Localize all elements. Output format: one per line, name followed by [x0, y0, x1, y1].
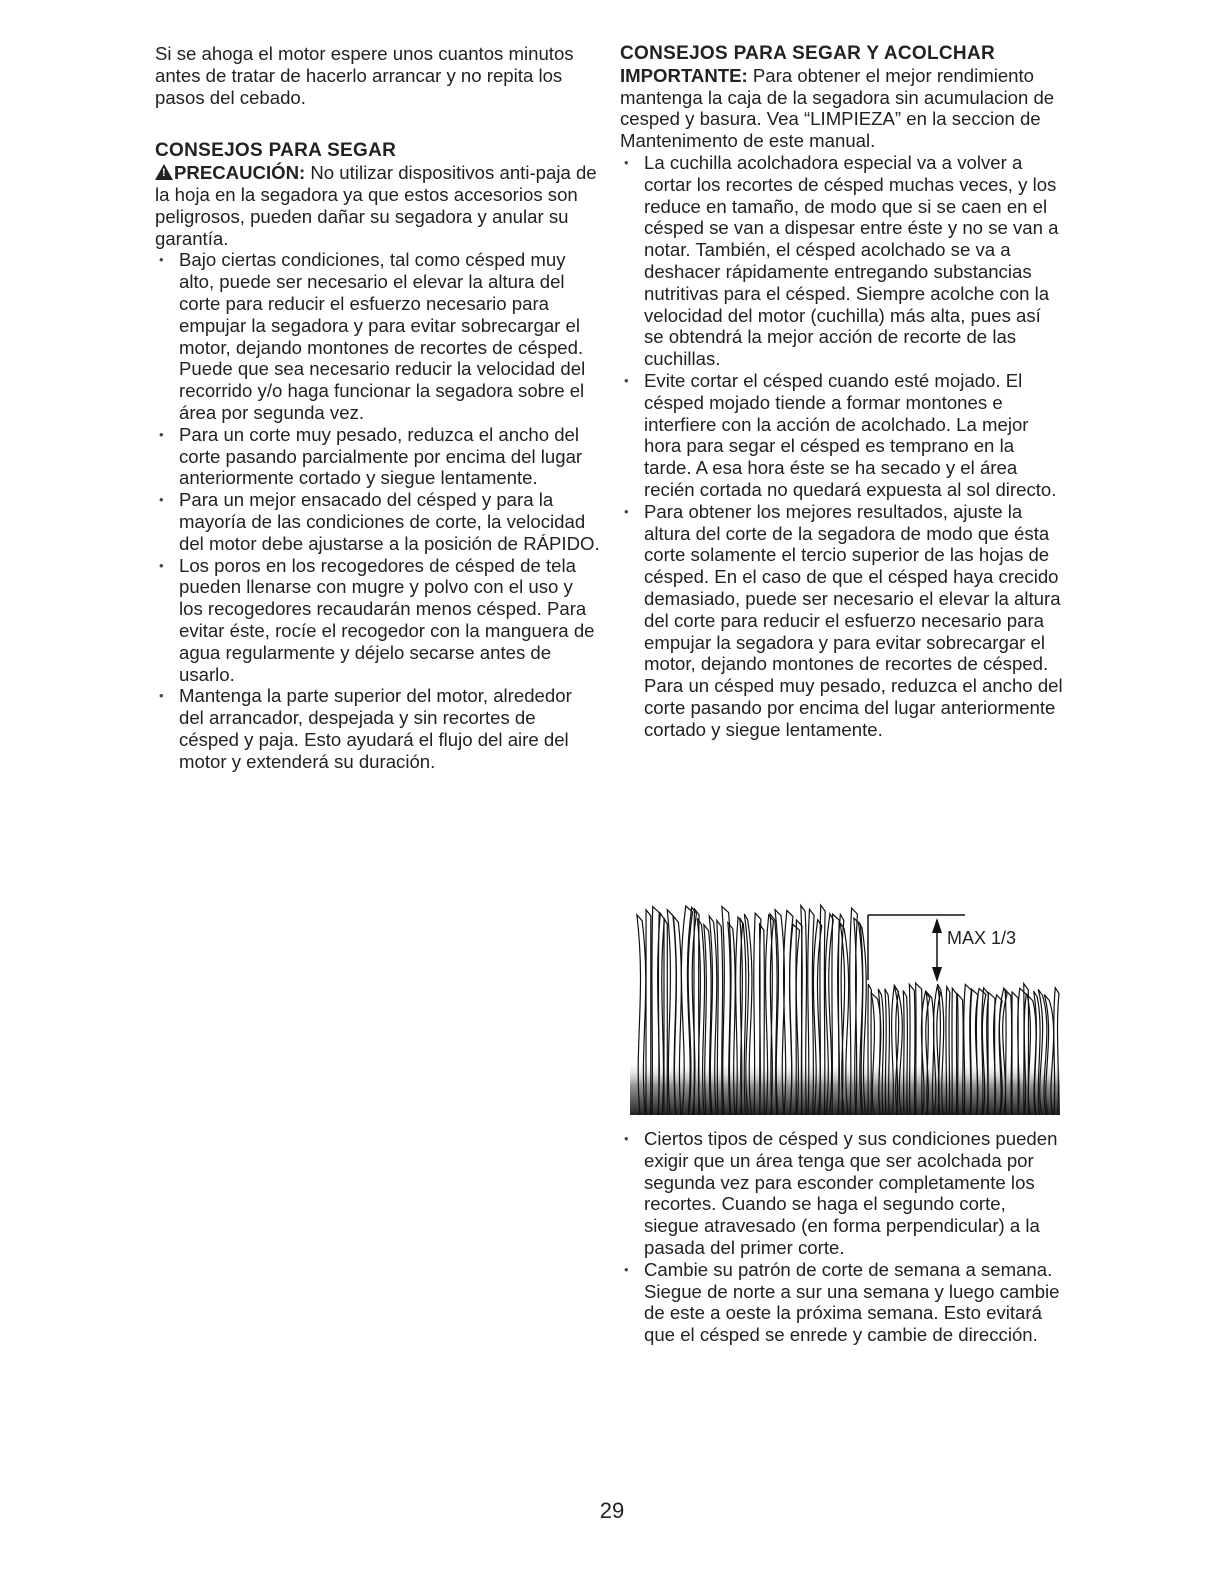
list-item: • Para obtener los mejores resultados, ajuste la altura del corte de la segadora de modo que ésta corte solamente el tercio superior de las hojas de césped. En el caso de que el césped haya crecido demasiado, puede ser necesario el elevar la altura del corte para reducir el esfuerzo necesario para empujar la segadora y para evitar sobrecargar el motor, dejando montones de recortes de césped. Para un césped muy pesado, reduzca el ancho del corte pasando por encima del lugar anteriormente cortado y siegue lentamente.	[620, 501, 1065, 741]
list-item: • Mantenga la parte superior del motor, alrededor del arrancador, despejada y sin recortes de césped y paja. Esto ayudará el flujo del aire del motor y extenderá su duración.	[155, 685, 600, 772]
list-item: • Bajo ciertas condiciones, tal como césped muy alto, puede ser necesario el elevar la altura del corte para reducir el esfuerzo necesario para empujar la segadora y para evitar sobrecargar el motor, dejando montones de recortes de césped. Puede que sea necesario reducir la velocidad del recorrido y/o haga funcionar la segadora sobre el área por segunda vez.	[155, 249, 600, 423]
page-number: 29	[599, 1498, 625, 1523]
list-item: • Evite cortar el césped cuando esté mojado. El césped mojado tiende a formar montones e interfiere con la acción de acolchado. La mejor hora para segar el césped es temprano en la tarde. A esa hora éste se ha secado y el área recién cortada no quedará expuesta al sol directo.	[620, 370, 1065, 501]
list-item: • Cambie su patrón de corte de semana a semana. Siegue de norte a sur una semana y luego cambie de este a oeste la próxima semana. Esto evitará que el césped se enrede y cambie de dirección.	[620, 1259, 1065, 1346]
important-paragraph	[620, 65, 1065, 152]
mulching-tips-list	[620, 152, 1065, 741]
list-item: • Ciertos tipos de césped y sus condiciones pueden exigir que un área tenga que ser acolchada por segunda vez para esconder completamente los recortes. Cuando se haga el segundo corte, siegue atravesado (en forma perpendicular) a la pasada del primer corte.	[620, 1128, 1065, 1259]
caution-text: No utilizar dispositivos anti-paja de la hoja en la segadora ya que estos accesorios son peligrosos, pueden dañar su segadora y anular su garantía.	[155, 162, 597, 249]
grass-height-illustration	[630, 885, 1060, 1115]
additional-tips-list	[620, 1128, 1065, 1346]
right-column	[620, 43, 1065, 741]
section-heading-mulching-tips: CONSEJOS PARA SEGAR Y ACOLCHAR	[620, 43, 995, 64]
warning-triangle-icon	[155, 164, 173, 180]
caution-label: PRECAUCIÓN:	[174, 162, 306, 184]
section-heading-mowing-tips: CONSEJOS PARA SEGAR	[155, 140, 397, 162]
intro-paragraph: Si se ahoga el motor espere unos cuantos minutos antes de tratar de hacerlo arrancar y no repita los pasos del cebado.	[155, 43, 574, 108]
caution-paragraph	[155, 162, 600, 249]
list-item: • Para un mejor ensacado del césped y para la mayoría de las condiciones de corte, la velocidad del motor debe ajustarse a la posición de RÁPIDO.	[155, 489, 600, 554]
list-item: • La cuchilla acolchadora especial va a volver a cortar los recortes de césped muchas veces, y los reduce en tamaño, de modo que si se caen en el césped se van a dispesar entre éste y no se van a notar. También, el césped acolchado se va a deshacer rápidamente entregando substancias nutritivas para el césped. Siempre acolche con la velocidad del motor (cuchilla) más alta, pues así se obtendrá la mejor acción de recorte de las cuchillas.	[620, 152, 1065, 370]
list-item: • Para un corte muy pesado, reduzca el ancho del corte pasando parcialmente por encima del lugar anteriormente cortado y siegue lentamente.	[155, 424, 600, 489]
important-label: IMPORTANTE:	[620, 64, 748, 86]
left-column	[155, 43, 600, 773]
important-text: Para obtener el mejor rendimiento mantenga la caja de la segadora sin acumulacion de cesped y basura. Vea “LIMPIEZA” en la seccion de Mantenimento de este manual.	[620, 64, 1055, 152]
list-item: • Los poros en los recogedores de césped de tela pueden llenarse con mugre y polvo con el uso y los recogedores recaudarán menos césped. Para evitar éste, rocíe el recogedor con la manguera de agua regularmente y déjelo secarse antes de usarlo.	[155, 555, 600, 686]
max-one-third-label: MAX 1/3	[947, 928, 1017, 948]
right-column-lower	[620, 1128, 1065, 1346]
mowing-tips-list	[155, 249, 600, 772]
